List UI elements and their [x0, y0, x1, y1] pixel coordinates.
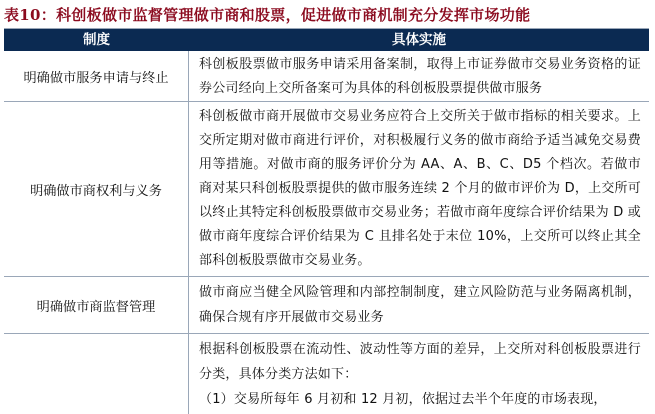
- table-row: [4, 334, 649, 414]
- header-system: 制度: [83, 32, 110, 48]
- table-header: [4, 29, 649, 51]
- policy-table: [4, 28, 649, 414]
- row-system: [4, 334, 189, 414]
- row-system: 明确做市服务申请与终止: [4, 51, 189, 101]
- header-detail: 具体实施: [392, 32, 446, 48]
- table-row: [4, 102, 649, 277]
- row-system: 明确做市商权利与义务: [4, 102, 189, 276]
- row-detail: 科创板股票做市服务申请采用备案制，取得上市证券做市交易业务资格的证券公司经向上交所备案可为具体的科创板股票提供做市服务: [199, 57, 641, 96]
- table-title: 表10：科创板做市监督管理做市商和股票，促进做市商机制充分发挥市场功能: [4, 6, 531, 24]
- table-row: [4, 277, 649, 334]
- row-system: 明确做市商监督管理: [4, 277, 189, 333]
- row-detail: 做市商应当健全风险管理和内部控制制度，建立风险防范与业务隔离机制，确保合规有序开展做市交易业务: [199, 285, 641, 325]
- row-detail: 根据科创板股票在流动性、波动性等方面的差异，上交所对科创板股票进行分类，具体分类方法如下： （1）交易所每年 6 月初和 12 月初，依据过去半个年度的市场表现，: [199, 342, 641, 407]
- table-row: [4, 51, 649, 102]
- row-detail: 科创板做市商开展做市交易业务应符合上交所关于做市指标的相关要求。上交所定期对做市商进行评价，对积极履行义务的做市商给予适当减免交易费用等措施。对做市商的服务评价分为 AA、A、B、C、D5 个档次。若做市商对某只科创板股票提供的做市服务连续 2 个月的做市评价为 D，上交所可以终止其特定科创板股票做市交易业务；若做市商年度综合评价结果为 D 或做市商年度综合评价结果为 C 且排名处于末位 10%，上交所可以终止其全部科创板股票做市交易业务。: [199, 109, 641, 268]
